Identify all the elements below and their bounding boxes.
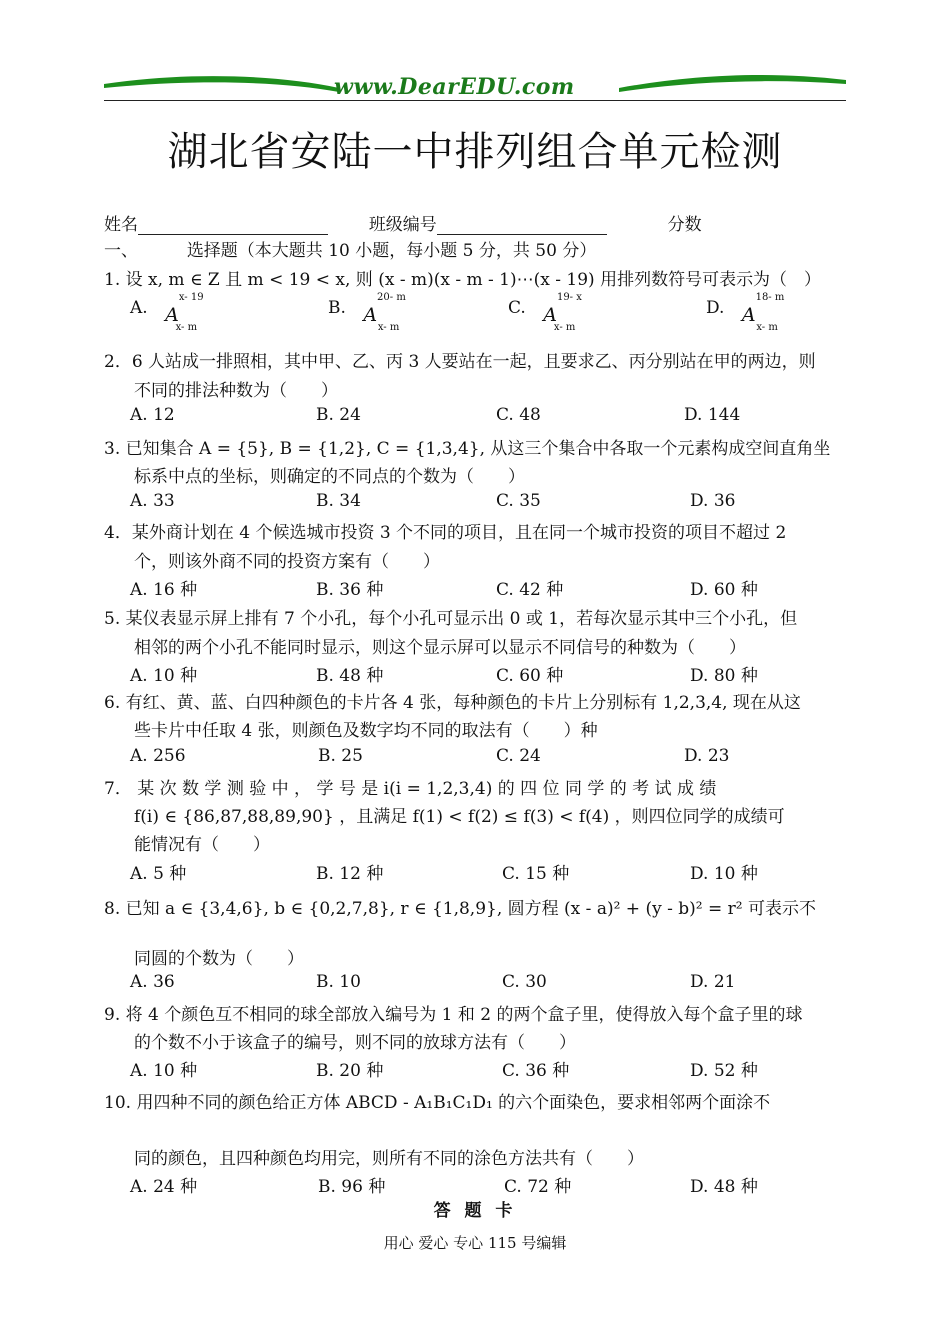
answer-card-heading: 答 题 卡 (433, 1201, 517, 1221)
question-4-option-b: B. 36 种 (316, 580, 384, 600)
question-9-option-c: C. 36 种 (502, 1061, 570, 1081)
question-5-option-a: A. 10 种 (130, 666, 198, 686)
question-1-text: 1. 设 x, m ∈ Z 且 m < 19 < x, 则 (x - m)(x - m - 1)⋯(x - 19) 用排列数符号可表示为（ ） (104, 270, 822, 290)
question-5-option-b: B. 48 种 (316, 666, 384, 686)
question-6-option-c: C. 24 (496, 746, 541, 766)
question-9-text-2: 的个数不小于该盒子的编号，则不同的放球方法有（ ） (134, 1033, 576, 1053)
name-label: 姓名 (104, 215, 138, 235)
question-2-text-1: 2．6 人站成一排照相，其中甲、乙、丙 3 人要站在一起，且要求乙、丙分别站在甲的两边，则 (104, 352, 816, 372)
question-10-option-a: A. 24 种 (130, 1177, 198, 1197)
question-2-text-2: 不同的排法种数为（ ） (134, 381, 338, 401)
question-3-option-d: D. 36 (690, 491, 736, 511)
question-3-text-2: 标系中点的坐标，则确定的不同点的个数为（ ） (134, 467, 525, 487)
question-7-option-c: C. 15 种 (502, 864, 570, 884)
question-3-option-a: A. 33 (130, 491, 175, 511)
question-7-text-1: 7． 某 次 数 学 测 验 中 ， 学 号 是 i(i = 1,2,3,4) 的 四 位 同 学 的 考 试 成 绩 (104, 779, 717, 799)
question-6-text-2: 些卡片中任取 4 张，则颜色及数字均不同的取法有（ ）种 (134, 721, 598, 741)
question-7-text-2: f(i) ∈ {86,87,88,89,90} ，且满足 f(1) < f(2) ≤ f(3) < f(4) ，则四位同学的成绩可 (134, 807, 785, 827)
site-logo (104, 70, 846, 104)
question-4-text-2: 个，则该外商不同的投资方案有（ ） (134, 552, 440, 572)
question-9-option-d: D. 52 种 (690, 1061, 758, 1081)
section-heading (104, 236, 596, 261)
question-6-text-1: 6. 有红、黄、蓝、白四种颜色的卡片各 4 张，每种颜色的卡片上分别标有 1,2,3,4, 现在从这 (104, 693, 801, 713)
question-4-option-a: A. 16 种 (130, 580, 198, 600)
question-2-option-a: A. 12 (130, 405, 175, 425)
question-8-option-b: B. 10 (316, 972, 361, 992)
question-5-option-d: D. 80 种 (690, 666, 758, 686)
question-6-option-d: D. 23 (684, 746, 730, 766)
question-10-option-c: C. 72 种 (504, 1177, 572, 1197)
question-1-option-c: C. $A^{19- x}_{x- m}$ (508, 291, 582, 333)
question-5-option-c: C. 60 种 (496, 666, 564, 686)
class-label: 班级编号 (368, 215, 437, 235)
question-5-text-2: 相邻的两个小孔不能同时显示，则这个显示屏可以显示不同信号的种数为（ ） (134, 638, 746, 658)
question-5-text-1: 5. 某仪表显示屏上排有 7 个小孔，每个小孔可显示出 0 或 1，若每次显示其中三个小孔，但 (104, 609, 798, 629)
question-3-text-1: 3. 已知集合 A = {5}, B = {1,2}, C = {1,3,4}, 从这三个集合中各取一个元素构成空间直角坐 (104, 439, 831, 459)
student-info-row (104, 210, 702, 235)
question-10-option-b: B. 96 种 (318, 1177, 386, 1197)
question-1-option-d: D. $A^{18- m}_{x- m}$ (706, 291, 785, 333)
question-2-option-c: C. 48 (496, 405, 541, 425)
question-2-option-b: B. 24 (316, 405, 361, 425)
class-blank[interactable] (437, 216, 607, 235)
question-7-option-b: B. 12 种 (316, 864, 384, 884)
question-9-text-1: 9. 将 4 个颜色互不相同的球全部放入编号为 1 和 2 的两个盒子里，使得放入每个盒子里的球 (104, 1005, 803, 1025)
section-number: 一、 (104, 241, 138, 261)
question-10-option-d: D. 48 种 (690, 1177, 758, 1197)
question-9-option-a: A. 10 种 (130, 1061, 198, 1081)
question-3-option-b: B. 34 (316, 491, 361, 511)
question-10-text-2: 同的颜色，且四种颜色均用完，则所有不同的涂色方法共有（ ） (134, 1149, 644, 1169)
question-1-option-b: B. $A^{20- m}_{x- m}$ (328, 291, 406, 333)
question-3-option-c: C. 35 (496, 491, 541, 511)
score-label: 分数 (667, 215, 702, 235)
question-9-option-b: B. 20 种 (316, 1061, 384, 1081)
section-text: 选择题（本大题共 10 小题，每小题 5 分，共 50 分） (186, 241, 597, 261)
page-title: 湖北省安陆一中排列组合单元检测 (167, 129, 783, 175)
header-rule (104, 100, 846, 101)
question-8-option-d: D. 21 (690, 972, 736, 992)
question-4-option-d: D. 60 种 (690, 580, 758, 600)
page-footer: 用心 爱心 专心 115 号编辑 (383, 1234, 567, 1252)
question-4-text-1: 4．某外商计划在 4 个候选城市投资 3 个不同的项目，且在同一个城市投资的项目不超过 2 (104, 523, 787, 543)
question-10-text-1: 10. 用四种不同的颜色给正方体 ABCD - A₁B₁C₁D₁ 的六个面染色，要求相邻两个面涂不 (104, 1093, 771, 1113)
question-8-text-2: 同圆的个数为（ ） (134, 949, 304, 969)
question-7-option-d: D. 10 种 (690, 864, 758, 884)
question-2-option-d: D. 144 (684, 405, 741, 425)
question-7-option-a: A. 5 种 (130, 864, 187, 884)
question-8-option-c: C. 30 (502, 972, 547, 992)
name-blank[interactable] (138, 216, 328, 235)
question-1-option-a: A. $A^{x- 19}_{x- m}$ (130, 291, 204, 333)
question-8-option-a: A. 36 (130, 972, 175, 992)
question-8-text-1: 8. 已知 a ∈ {3,4,6}, b ∈ {0,2,7,8}, r ∈ {1,8,9}, 圆方程 (x - a)² + (y - b)² = r² 可表示不 (104, 899, 816, 919)
question-4-option-c: C. 42 种 (496, 580, 564, 600)
question-7-text-3: 能情况有（ ） (134, 835, 270, 855)
question-6-option-b: B. 25 (318, 746, 363, 766)
question-6-option-a: A. 256 (130, 746, 186, 766)
logo-text: www.DearEDU.com (334, 74, 575, 100)
